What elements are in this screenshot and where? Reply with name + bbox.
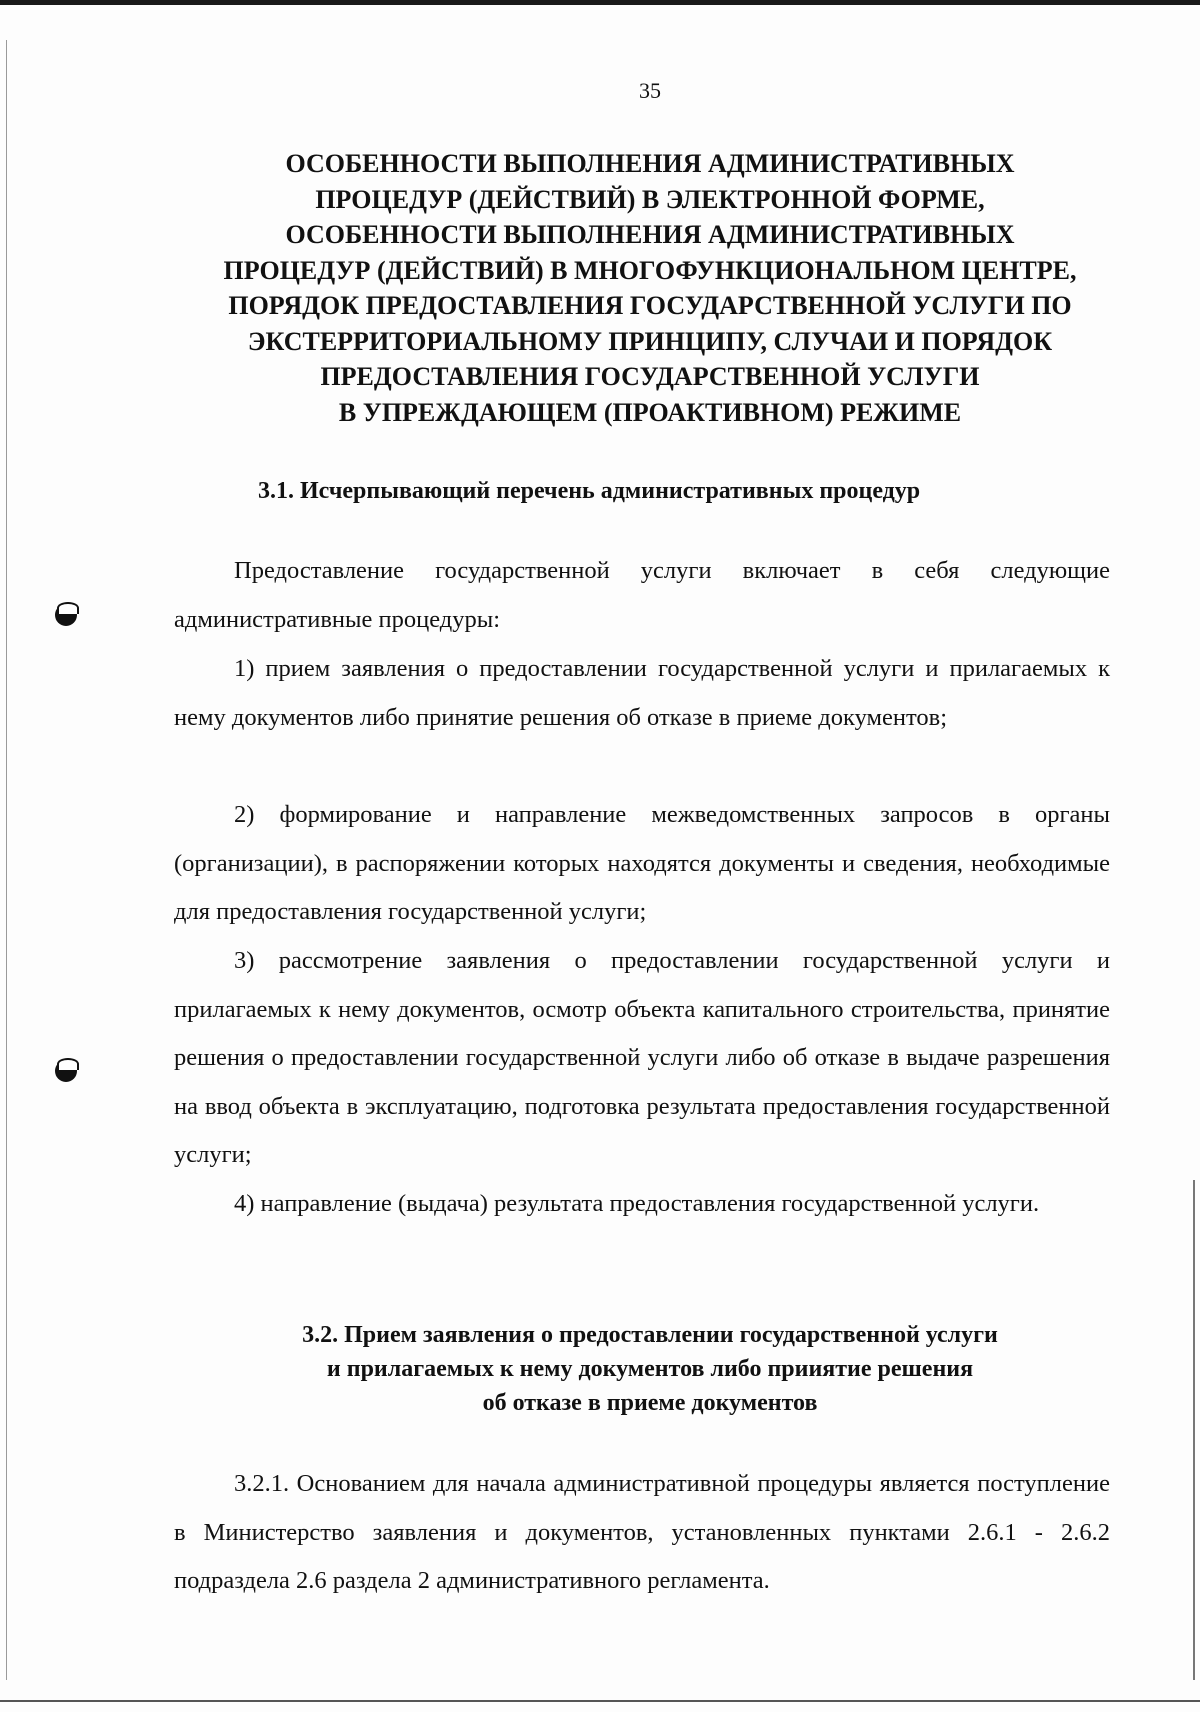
procedure-item-2: 2) формирование и направление межведомственных запросов в органы (организации), в распоряжении которых находятся документы и сведения, необходимые для предоставления государственной услуги; bbox=[174, 801, 1110, 925]
procedure-item-1: 1) прием заявления о предоставлении государственной услуги и прилагаемых к нему документов либо принятие решения об отказе в приеме документов; bbox=[174, 655, 1110, 731]
scan-edge-bottom bbox=[0, 1700, 1200, 1702]
scan-edge-right bbox=[1193, 1180, 1195, 1680]
main-heading-line: В УПРЕЖДАЮЩЕМ (ПРОАКТИВНОМ) РЕЖИМЕ bbox=[338, 397, 962, 427]
scan-edge-left bbox=[6, 40, 7, 1680]
procedure-item-4: 4) направление (выдача) результата предоставления государственной услуги. bbox=[234, 1190, 1040, 1217]
punch-hole-icon bbox=[55, 604, 77, 626]
scan-edge-top bbox=[0, 0, 1200, 5]
main-heading-line: ПРОЦЕДУР (ДЕЙСТВИЙ) В МНОГОФУНКЦИОНАЛЬНОМ ЦЕНТРЕ, bbox=[223, 255, 1077, 285]
punch-hole-icon bbox=[55, 1060, 77, 1082]
section-3-2-heading-line: 3.2. Прием заявления о предоставлении государственной услуги bbox=[302, 1322, 998, 1348]
paragraph-3-2-1: 3.2.1. Основанием для начала административной процедуры является поступление в Министерство заявления и документов, установленных пунктами 2.6.1 - 2.6.2 подраздела 2.6 раздела 2 административного регламента. bbox=[174, 1470, 1110, 1594]
section-3-1-intro: Предоставление государственной услуги включает в себя следующие административные процедуры: bbox=[174, 557, 1110, 633]
section-3-2-heading-line: и прилагаемых к нему документов либо прииятие решения bbox=[326, 1356, 974, 1382]
procedure-item-3: 3) рассмотрение заявления о предоставлении государственной услуги и прилагаемых к нему документов, осмотр объекта капитального строительства, принятие решения о предоставлении государственной услуги либо об отказе в выдаче разрешения на ввод объекта в эксплуатацию, подготовка результата предоставления государственной услуги; bbox=[174, 947, 1110, 1168]
section-3-1-heading: 3.1. Исчерпывающий перечень административных процедур bbox=[258, 478, 921, 504]
main-heading-line: ОСОБЕННОСТИ ВЫПОЛНЕНИЯ АДМИНИСТРАТИВНЫХ bbox=[285, 149, 1015, 178]
section-3-2-heading-line: об отказе в приеме документов bbox=[482, 1390, 818, 1416]
main-heading bbox=[150, 146, 1150, 430]
page-number: 35 bbox=[639, 78, 661, 103]
main-heading-line: ПРЕДОСТАВЛЕНИЯ ГОСУДАРСТВЕННОЙ УСЛУГИ bbox=[320, 362, 980, 391]
main-heading-line: ПРОЦЕДУР (ДЕЙСТВИЙ) В ЭЛЕКТРОННОЙ ФОРМЕ, bbox=[315, 184, 985, 214]
main-heading-line: ЭКСТЕРРИТОРИАЛЬНОМУ ПРИНЦИПУ, СЛУЧАИ И ПОРЯДОК bbox=[247, 326, 1053, 356]
main-heading-line: ОСОБЕННОСТИ ВЫПОЛНЕНИЯ АДМИНИСТРАТИВНЫХ bbox=[285, 220, 1015, 249]
section-3-2-heading bbox=[170, 1318, 1130, 1420]
main-heading-line: ПОРЯДОК ПРЕДОСТАВЛЕНИЯ ГОСУДАРСТВЕННОЙ УСЛУГИ ПО bbox=[228, 291, 1072, 320]
